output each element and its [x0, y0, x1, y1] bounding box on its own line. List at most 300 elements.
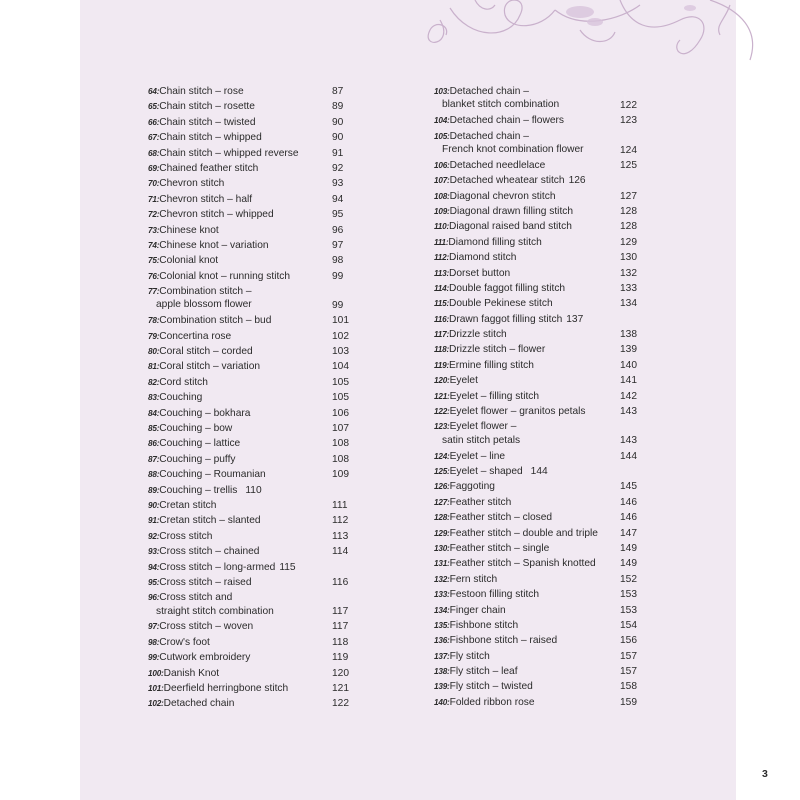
- entry-title: Chain stitch – rosette: [159, 101, 255, 113]
- entry-page: 105: [332, 376, 349, 388]
- entry-title: Chained feather stitch: [159, 162, 259, 174]
- entry-title: Fern stitch: [449, 573, 498, 585]
- entry-number: 133:: [434, 590, 450, 600]
- entry-title: Coral stitch – corded: [159, 346, 253, 358]
- entry-number: 81:: [148, 362, 160, 372]
- entry-title-continued: blanket stitch combination: [442, 99, 560, 111]
- toc-entry: [148, 390, 349, 405]
- entry-number: 91:: [148, 516, 160, 526]
- entry-page: 109: [332, 469, 349, 481]
- toc-entry: [148, 467, 349, 482]
- entry-number: 90:: [148, 500, 160, 510]
- toc-entry: [434, 129, 637, 158]
- entry-title: Diamond stitch: [448, 252, 517, 264]
- decorative-flourish: [380, 0, 780, 80]
- entry-number: 67:: [148, 133, 160, 143]
- entry-title: Feather stitch – double and triple: [449, 527, 598, 539]
- entry-page: 125: [620, 159, 637, 171]
- entry-title: Cross stitch and: [159, 592, 233, 604]
- entry-page: 120: [332, 667, 349, 679]
- toc-entry: [148, 681, 349, 696]
- toc-entry: [434, 633, 637, 648]
- toc-entry: [434, 266, 637, 281]
- entry-title: Detached wheatear stitch: [449, 175, 565, 187]
- entry-title: Detached chain –: [449, 130, 529, 142]
- entry-title: Dorset button: [448, 267, 511, 279]
- toc-entry: [148, 313, 349, 328]
- entry-number: 71:: [148, 194, 160, 204]
- entry-title: Fly stitch – twisted: [449, 681, 533, 693]
- entry-page: 153: [620, 589, 637, 601]
- entry-title: Cretan stitch – slanted: [159, 515, 261, 527]
- entry-title: Eyelet – line: [449, 450, 506, 462]
- entry-title: Eyelet – filling stitch: [449, 390, 540, 402]
- entry-number: 101:: [148, 684, 164, 694]
- entry-title: Eyelet flower – granitos petals: [449, 406, 586, 418]
- entry-number: 108:: [434, 191, 450, 201]
- entry-page: 89: [332, 101, 344, 113]
- entry-page: 144: [530, 465, 548, 477]
- entry-title: Couching – trellis: [159, 484, 238, 496]
- entry-title: Cross stitch – woven: [159, 621, 254, 633]
- toc-entry: [148, 483, 299, 498]
- entry-number: 123:: [434, 422, 450, 432]
- entry-page: 128: [620, 221, 637, 233]
- entry-page: 111: [332, 499, 348, 511]
- entry-number: 116:: [434, 314, 449, 324]
- entry-number: 78:: [148, 316, 160, 326]
- entry-page: 154: [620, 619, 637, 631]
- toc-entry: [148, 375, 349, 390]
- entry-page: 159: [620, 696, 637, 708]
- entry-title: Ermine filling stitch: [448, 359, 534, 371]
- toc-entry: [148, 99, 344, 114]
- entry-title: Concertina rose: [159, 330, 232, 342]
- entry-number: 128:: [434, 513, 450, 523]
- entry-number: 110:: [434, 222, 449, 232]
- toc-entry: [434, 649, 637, 664]
- toc-entry: [148, 284, 344, 313]
- entry-title: Fly stitch – leaf: [449, 666, 518, 678]
- entry-number: 97:: [148, 622, 160, 632]
- entry-title: Diamond filling stitch: [448, 236, 542, 248]
- entry-page: 138: [620, 329, 637, 341]
- toc-entry: [148, 161, 344, 176]
- entry-title: Festoon filling stitch: [449, 589, 540, 601]
- entry-number: 76:: [148, 271, 160, 281]
- entry-page: 149: [620, 558, 637, 570]
- entry-number: 124:: [434, 451, 450, 461]
- entry-page: 118: [332, 636, 349, 648]
- entry-number: 125:: [434, 466, 450, 476]
- entry-page: 102: [332, 330, 349, 342]
- entry-title: Eyelet: [449, 375, 478, 387]
- entry-title: Fly stitch: [449, 650, 490, 662]
- entry-number: 75:: [148, 256, 160, 266]
- toc-entry: [148, 406, 349, 421]
- toc-entry: [434, 664, 637, 679]
- entry-title: Double faggot filling stitch: [448, 282, 566, 294]
- entry-page: 122: [620, 100, 637, 111]
- toc-entry: [434, 358, 637, 373]
- entry-number: 95:: [148, 577, 160, 587]
- entry-page: 132: [620, 267, 637, 279]
- entry-page: 123: [620, 115, 637, 127]
- toc-entry: [148, 498, 348, 513]
- toc-entry: [434, 312, 598, 327]
- entry-page: 117: [332, 606, 349, 618]
- entry-page: 127: [620, 190, 637, 202]
- toc-entry: [148, 84, 344, 99]
- entry-page: 119: [332, 652, 349, 664]
- entry-page: 98: [332, 255, 344, 267]
- entry-page: 128: [620, 205, 637, 217]
- entry-number: 126:: [434, 482, 450, 492]
- toc-entry: [148, 696, 349, 711]
- toc-entry: [434, 695, 637, 710]
- entry-title-continued: straight stitch combination: [156, 605, 274, 617]
- entry-page: 139: [620, 344, 637, 356]
- toc-right-column: [434, 84, 637, 710]
- entry-number: 102:: [148, 699, 164, 709]
- entry-number: 135:: [434, 620, 450, 630]
- entry-title: Couching – puffy: [159, 453, 236, 465]
- toc-entry: [148, 269, 344, 284]
- entry-title: Fishbone stitch – raised: [449, 635, 558, 647]
- entry-title: Cross stitch – raised: [159, 576, 252, 588]
- toc-entry: [434, 587, 637, 602]
- toc-entry: [434, 250, 637, 265]
- entry-number: 88:: [148, 470, 160, 480]
- entry-title: Double Pekinese stitch: [448, 298, 553, 310]
- entry-title: Drizzle stitch: [448, 329, 507, 341]
- entry-page: 134: [620, 298, 637, 310]
- entry-title: Feather stitch – Spanish knotted: [449, 558, 596, 570]
- entry-number: 103:: [434, 87, 450, 96]
- toc-entry: [434, 204, 637, 219]
- entry-number: 84:: [148, 408, 160, 418]
- entry-page: 99: [332, 300, 344, 312]
- entry-title-continued: apple blossom flower: [156, 299, 252, 311]
- entry-title: Cutwork embroidery: [159, 652, 251, 664]
- entry-number: 107:: [434, 176, 450, 186]
- toc-entry: [434, 342, 637, 357]
- entry-page: 113: [332, 530, 349, 542]
- entry-title: Feather stitch: [449, 496, 512, 508]
- entry-page: 99: [332, 270, 344, 282]
- entry-title: Chain stitch – twisted: [159, 116, 256, 128]
- entry-number: 127:: [434, 497, 450, 507]
- entry-page: 93: [332, 178, 344, 190]
- toc-entry: [434, 84, 637, 113]
- toc-entry: [148, 635, 349, 650]
- entry-page: 92: [332, 162, 344, 174]
- entry-number: 89:: [148, 485, 160, 495]
- entry-number: 137:: [434, 651, 450, 661]
- toc-entry: [148, 544, 349, 559]
- entry-page: 101: [332, 315, 349, 327]
- entry-page: 157: [620, 666, 637, 678]
- toc-entry: [434, 389, 637, 404]
- entry-title: Eyelet flower –: [449, 421, 517, 433]
- toc-entry: [434, 113, 637, 128]
- entry-title: Chevron stitch – whipped: [159, 209, 274, 221]
- entry-page: 112: [332, 515, 349, 527]
- entry-title: Coral stitch – variation: [159, 361, 261, 373]
- entry-number: 134:: [434, 605, 450, 615]
- entry-page: 153: [620, 604, 637, 616]
- entry-number: 77:: [148, 287, 160, 297]
- entry-page: 95: [332, 209, 344, 221]
- entry-number: 85:: [148, 424, 160, 433]
- entry-number: 74:: [148, 240, 160, 250]
- entry-title: Chain stitch – whipped: [159, 132, 262, 144]
- entry-title: Feather stitch – single: [449, 542, 550, 554]
- entry-title: Crow's foot: [159, 636, 210, 648]
- entry-page: 114: [332, 546, 349, 558]
- entry-number: 139:: [434, 682, 450, 692]
- entry-number: 80:: [148, 347, 160, 357]
- entry-page: 108: [332, 438, 349, 450]
- toc-entry: [434, 495, 637, 510]
- entry-page: 157: [620, 650, 637, 662]
- entry-page: 144: [620, 450, 637, 462]
- toc-entry: [434, 404, 637, 419]
- entry-title-continued: satin stitch petals: [442, 434, 521, 446]
- entry-title: Finger chain: [449, 604, 506, 616]
- toc-entry: [434, 618, 637, 633]
- entry-number: 122:: [434, 407, 450, 417]
- entry-number: 73:: [148, 225, 160, 235]
- toc-entry: [148, 359, 349, 374]
- entry-number: 65:: [148, 102, 160, 112]
- entry-title: Detached chain: [163, 698, 235, 710]
- entry-title: Cord stitch: [159, 376, 208, 388]
- toc-entry: [148, 650, 349, 665]
- entry-page: 143: [620, 435, 637, 447]
- entry-number: 100:: [148, 668, 164, 678]
- entry-page: 122: [332, 698, 349, 710]
- entry-number: 131:: [434, 559, 450, 569]
- entry-title: Chinese knot: [159, 224, 219, 236]
- toc-entry: [148, 619, 349, 634]
- toc-entry: [434, 510, 637, 525]
- toc-entry: [434, 541, 637, 556]
- entry-title: Diagonal drawn filling stitch: [449, 205, 574, 217]
- entry-title: Chevron stitch – half: [159, 193, 253, 205]
- entry-title: Drizzle stitch – flower: [448, 344, 546, 356]
- entry-page: 91: [332, 147, 344, 159]
- entry-number: 106:: [434, 160, 450, 170]
- toc-entry: [434, 235, 637, 250]
- entry-title: Chain stitch – rose: [159, 86, 244, 97]
- entry-title: Deerfield herringbone stitch: [163, 683, 289, 695]
- entry-number: 140:: [434, 697, 450, 707]
- entry-title: Danish Knot: [163, 667, 220, 679]
- toc-entry: [148, 130, 344, 145]
- entry-page: 146: [620, 512, 637, 524]
- toc-entry: [148, 238, 344, 253]
- entry-title: Colonial knot: [159, 255, 219, 267]
- entry-title: Cross stitch – chained: [159, 546, 260, 558]
- entry-number: 115:: [434, 299, 449, 309]
- entry-page: 97: [332, 239, 344, 251]
- entry-page: 90: [332, 116, 344, 128]
- toc-entry: [434, 526, 637, 541]
- toc-entry: [148, 344, 349, 359]
- entry-number: 70:: [148, 179, 160, 189]
- toc-entry: [434, 173, 598, 188]
- entry-number: 118:: [434, 345, 449, 355]
- toc-entry: [148, 421, 349, 436]
- entry-page: 90: [332, 132, 344, 144]
- toc-entry: [148, 452, 349, 467]
- entry-page: 130: [620, 252, 637, 264]
- entry-title: Colonial knot – running stitch: [159, 270, 291, 282]
- entry-number: 120:: [434, 376, 450, 386]
- entry-title: Chain stitch – whipped reverse: [159, 147, 299, 159]
- toc-entry: [434, 281, 637, 296]
- entry-title: Cross stitch – long-armed: [159, 561, 276, 573]
- entry-page: 124: [620, 144, 637, 156]
- entry-page: 116: [332, 576, 349, 588]
- entry-title: Couching – Roumanian: [159, 469, 266, 481]
- entry-number: 130:: [434, 543, 450, 553]
- entry-page: 133: [620, 282, 637, 294]
- entry-number: 93:: [148, 547, 160, 557]
- entry-page: 156: [620, 635, 637, 647]
- toc-entry: [148, 253, 344, 268]
- toc-entry: [434, 464, 598, 479]
- entry-title: Detached needlelace: [449, 159, 546, 171]
- entry-title: Diagonal raised band stitch: [448, 221, 572, 233]
- toc-entry: [148, 436, 349, 451]
- toc-entry: [148, 176, 344, 191]
- entry-number: 92:: [148, 531, 160, 541]
- entry-number: 111:: [434, 237, 449, 247]
- entry-title: Detached chain – flowers: [449, 115, 564, 127]
- entry-title: Couching – bokhara: [159, 407, 251, 419]
- entry-title: Faggoting: [449, 481, 495, 493]
- toc-entry: [434, 158, 637, 173]
- entry-page: 145: [620, 481, 637, 493]
- entry-number: 114:: [434, 283, 449, 293]
- entry-title: Diagonal chevron stitch: [449, 190, 556, 202]
- entry-page: 141: [620, 375, 637, 387]
- entry-page: 103: [332, 346, 349, 358]
- toc-entry: [434, 419, 637, 448]
- entry-page: 117: [332, 621, 349, 633]
- toc-entry: [434, 296, 637, 311]
- entry-number: 64:: [148, 87, 160, 96]
- toc-entry: [148, 223, 344, 238]
- entry-page: 142: [620, 390, 637, 402]
- entry-number: 119:: [434, 360, 449, 370]
- toc-entry: [434, 327, 637, 342]
- toc-entry: [434, 189, 637, 204]
- entry-title: Feather stitch – closed: [449, 512, 553, 524]
- entry-page: 106: [332, 407, 349, 419]
- entry-number: 129:: [434, 528, 450, 538]
- toc-entry: [434, 572, 637, 587]
- toc-entry: [148, 207, 344, 222]
- entry-number: 98:: [148, 637, 160, 647]
- entry-number: 69:: [148, 163, 160, 173]
- entry-title: Drawn faggot filling stitch: [448, 313, 563, 325]
- entry-page: 105: [332, 392, 349, 404]
- toc-entry: [148, 192, 344, 207]
- toc-entry: [434, 556, 637, 571]
- toc-entry: [148, 575, 349, 590]
- entry-page: 96: [332, 224, 344, 236]
- entry-page: 126: [568, 175, 586, 187]
- entry-number: 79:: [148, 331, 160, 341]
- entry-number: 72:: [148, 210, 160, 220]
- entry-number: 112:: [434, 253, 449, 263]
- entry-title: Folded ribbon rose: [449, 696, 535, 708]
- entry-number: 138:: [434, 667, 450, 677]
- toc-entry: [148, 666, 349, 681]
- entry-number: 105:: [434, 131, 450, 141]
- entry-title: Fishbone stitch: [449, 619, 519, 631]
- entry-number: 117:: [434, 330, 449, 340]
- entry-page: 158: [620, 681, 637, 693]
- entry-title: Combination stitch – bud: [159, 315, 272, 327]
- toc-entry: [148, 329, 349, 344]
- entry-page: 94: [332, 193, 344, 205]
- toc-entry: [148, 560, 299, 575]
- entry-number: 136:: [434, 636, 450, 646]
- toc-entry: [148, 529, 349, 544]
- entry-number: 66:: [148, 117, 160, 127]
- entry-title: Eyelet – shaped: [449, 465, 523, 477]
- entry-title: Chinese knot – variation: [159, 239, 269, 251]
- page-number: 3: [762, 768, 768, 780]
- toc-entry: [434, 679, 637, 694]
- entry-number: 86:: [148, 439, 160, 449]
- entry-number: 132:: [434, 574, 450, 584]
- entry-number: 82:: [148, 377, 160, 387]
- entry-number: 68:: [148, 148, 160, 158]
- entry-page: 137: [566, 313, 584, 325]
- entry-number: 83:: [148, 393, 160, 403]
- entry-page: 140: [620, 359, 637, 371]
- entry-page: 110: [245, 484, 262, 496]
- entry-page: 107: [332, 423, 349, 434]
- entry-page: 146: [620, 496, 637, 508]
- entry-title: Couching: [159, 392, 203, 404]
- toc-entry: [434, 449, 637, 464]
- toc-entry: [434, 219, 637, 234]
- entry-page: 149: [620, 542, 637, 554]
- toc-entry: [434, 479, 637, 494]
- entry-title: Couching – bow: [159, 423, 233, 434]
- toc-entry: [148, 146, 344, 161]
- entry-title: Cross stitch: [159, 530, 213, 542]
- toc-entry: [148, 513, 349, 528]
- entry-page: 121: [332, 683, 349, 695]
- entry-number: 121:: [434, 391, 450, 401]
- toc-entry: [434, 603, 637, 618]
- entry-number: 113:: [434, 268, 449, 278]
- entry-title: Combination stitch –: [159, 286, 252, 298]
- entry-page: 115: [279, 561, 296, 573]
- entry-page: 108: [332, 453, 349, 465]
- entry-title: Cretan stitch: [159, 499, 217, 511]
- entry-number: 94:: [148, 562, 160, 572]
- toc-left-column: [148, 84, 349, 712]
- entry-page: 104: [332, 361, 349, 373]
